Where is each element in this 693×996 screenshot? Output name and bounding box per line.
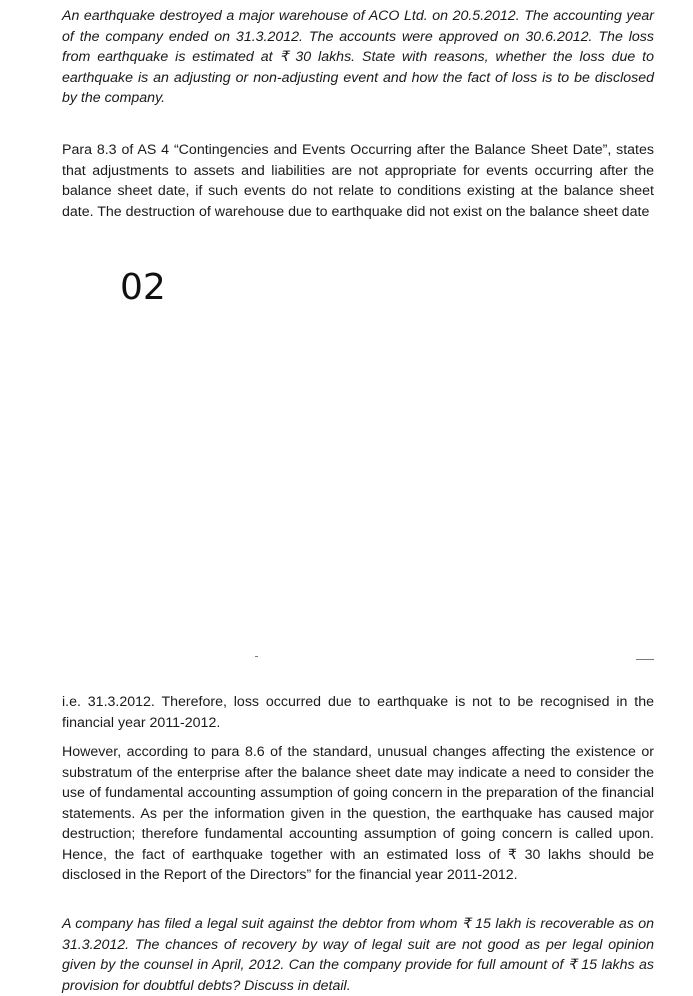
page-number-mark: 02 bbox=[120, 267, 166, 308]
answer-1-paragraph-1: Para 8.3 of AS 4 “Contingencies and Events Occurring after the Balance Sheet Date”, states that adjustments to assets and liabilities are not appropriate for events occurring after the balance sheet date, if such events do not relate to conditions existing at the balance sheet date. The destruction of warehouse due to earthquake did not exist on the balance sheet date bbox=[62, 142, 654, 220]
question-1-text: An earthquake destroyed a major warehouse of ACO Ltd. on 20.5.2012. The accounting year of the company ended on 31.3.2012. The accounts were approved on 30.6.2012. The loss from earthquake is estimated at ₹ 30 lakhs. State with reasons, whether the loss due to earthquake is an adjusting or non-adjusting event and how the fact of loss is to be disclosed by the company. bbox=[62, 8, 654, 106]
answer-1-paragraph-2: i.e. 31.3.2012. Therefore, loss occurred due to earthquake is not to be recognised in the financial year 2011-2012. bbox=[62, 694, 654, 731]
answer-1-paragraph-3: However, according to para 8.6 of the standard, unusual changes affecting the existence or substratum of the enterprise after the balance sheet date may indicate a need to consider the use of fundamental accounting assumption of going concern in the preparation of the financial statements. As per the information given in the question, the earthquake has caused major destruction; therefore fundamental accounting assumption of going concern is called upon. Hence, the fact of earthquake together with an estimated loss of ₹ 30 lakhs should be disclosed in the Report of the Directors” for the financial year 2011-2012. bbox=[62, 744, 654, 883]
scan-speck bbox=[636, 659, 654, 660]
scan-speck bbox=[255, 656, 258, 657]
question-2-text: A company has filed a legal suit against the debtor from whom ₹ 15 lakh is recoverable as on 31.3.2012. The chances of recovery by way of legal suit are not good as per legal opinion given by the counsel in April, 2012. Can the company provide for full amount of ₹ 15 lakhs as provision for doubtful debts? Discuss in detail. bbox=[62, 916, 654, 994]
